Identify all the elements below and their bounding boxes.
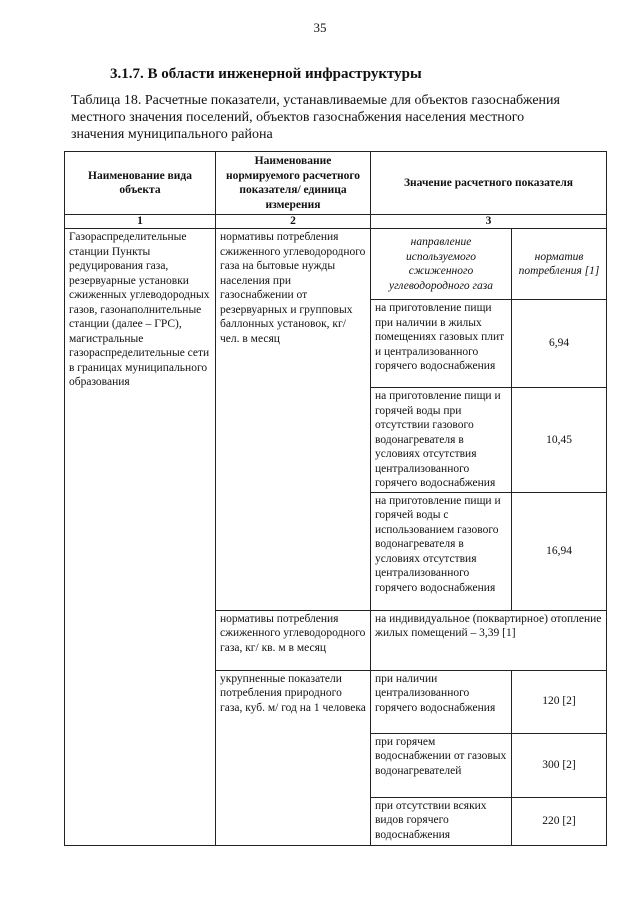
group2-indicator-cell: нормативы потребления сжиженного углеводородного газа, кг/ кв. м в месяц xyxy=(216,610,371,670)
direction-cell: на приготовление пищи и горячей воды при отсутствии газового водонагревателя в условиях отсутствия централизованного горячего водоснабжения xyxy=(371,388,512,493)
table-caption: Таблица 18. Расчетные показатели, устанавливаемые для объектов газоснабжения местного значения поселений, объектов газоснабжения населения местного значения муниципального района xyxy=(71,93,560,142)
column-number-2: 2 xyxy=(216,215,371,229)
subheader-norm: норматив потребления [1] xyxy=(512,229,607,300)
norm-value-cell: 6,94 xyxy=(512,300,607,388)
consumption-value-cell: 220 [2] xyxy=(512,797,607,845)
condition-cell: при наличии централизованного горячего водоснабжения xyxy=(371,670,512,733)
norm-value-cell: 10,45 xyxy=(512,388,607,493)
indicators-table xyxy=(64,151,607,846)
group3-indicator-cell: укрупненные показатели потребления природного газа, куб. м/ год на 1 человека xyxy=(216,670,371,845)
column-number-1: 1 xyxy=(65,215,216,229)
direction-cell: на приготовление пищи при наличии в жилых помещениях газовых плит и централизованного горячего водоснабжения xyxy=(371,300,512,388)
direction-cell: на приготовление пищи и горячей воды с использованием газового водонагревателя в условиях отсутствия централизованного горячего водоснабжения xyxy=(371,492,512,610)
section-heading: 3.1.7. В области инженерной инфраструктуры xyxy=(110,66,422,82)
condition-cell: при горячем водоснабжении от газовых водонагревателей xyxy=(371,733,512,797)
indicators-table-container xyxy=(64,151,607,846)
object-name-cell: Газораспределительные станции Пункты редуцирования газа, резервуарные установки сжиженных углеводородных газов, газонаполнительные станции (далее – ГРС), магистральные газораспределительные сети в границах муниципального образования xyxy=(65,229,216,846)
table-header-row xyxy=(65,152,607,215)
header-object-name: Наименование вида объекта xyxy=(65,152,216,215)
page-number: 35 xyxy=(313,20,327,35)
column-number-row xyxy=(65,215,607,229)
column-number-3: 3 xyxy=(371,215,607,229)
subheader-direction: направление используемого сжиженного углеводородного газа xyxy=(371,229,512,300)
consumption-value-cell: 300 [2] xyxy=(512,733,607,797)
condition-cell: при отсутствии всяких видов горячего водоснабжения xyxy=(371,797,512,845)
table-row xyxy=(65,229,607,300)
header-indicator-name: Наименование нормируемого расчетного показателя/ единица измерения xyxy=(216,152,371,215)
norm-value-cell: 16,94 xyxy=(512,492,607,610)
header-indicator-value: Значение расчетного показателя xyxy=(371,152,607,215)
consumption-value-cell: 120 [2] xyxy=(512,670,607,733)
group1-indicator-cell: нормативы потребления сжиженного углеводородного газа на бытовые нужды населения при газоснабжении от резервуарных и групповых баллонных установок, кг/ чел. в месяц xyxy=(216,229,371,611)
group2-value-cell: на индивидуальное (поквартирное) отопление жилых помещений – 3,39 [1] xyxy=(371,610,607,670)
